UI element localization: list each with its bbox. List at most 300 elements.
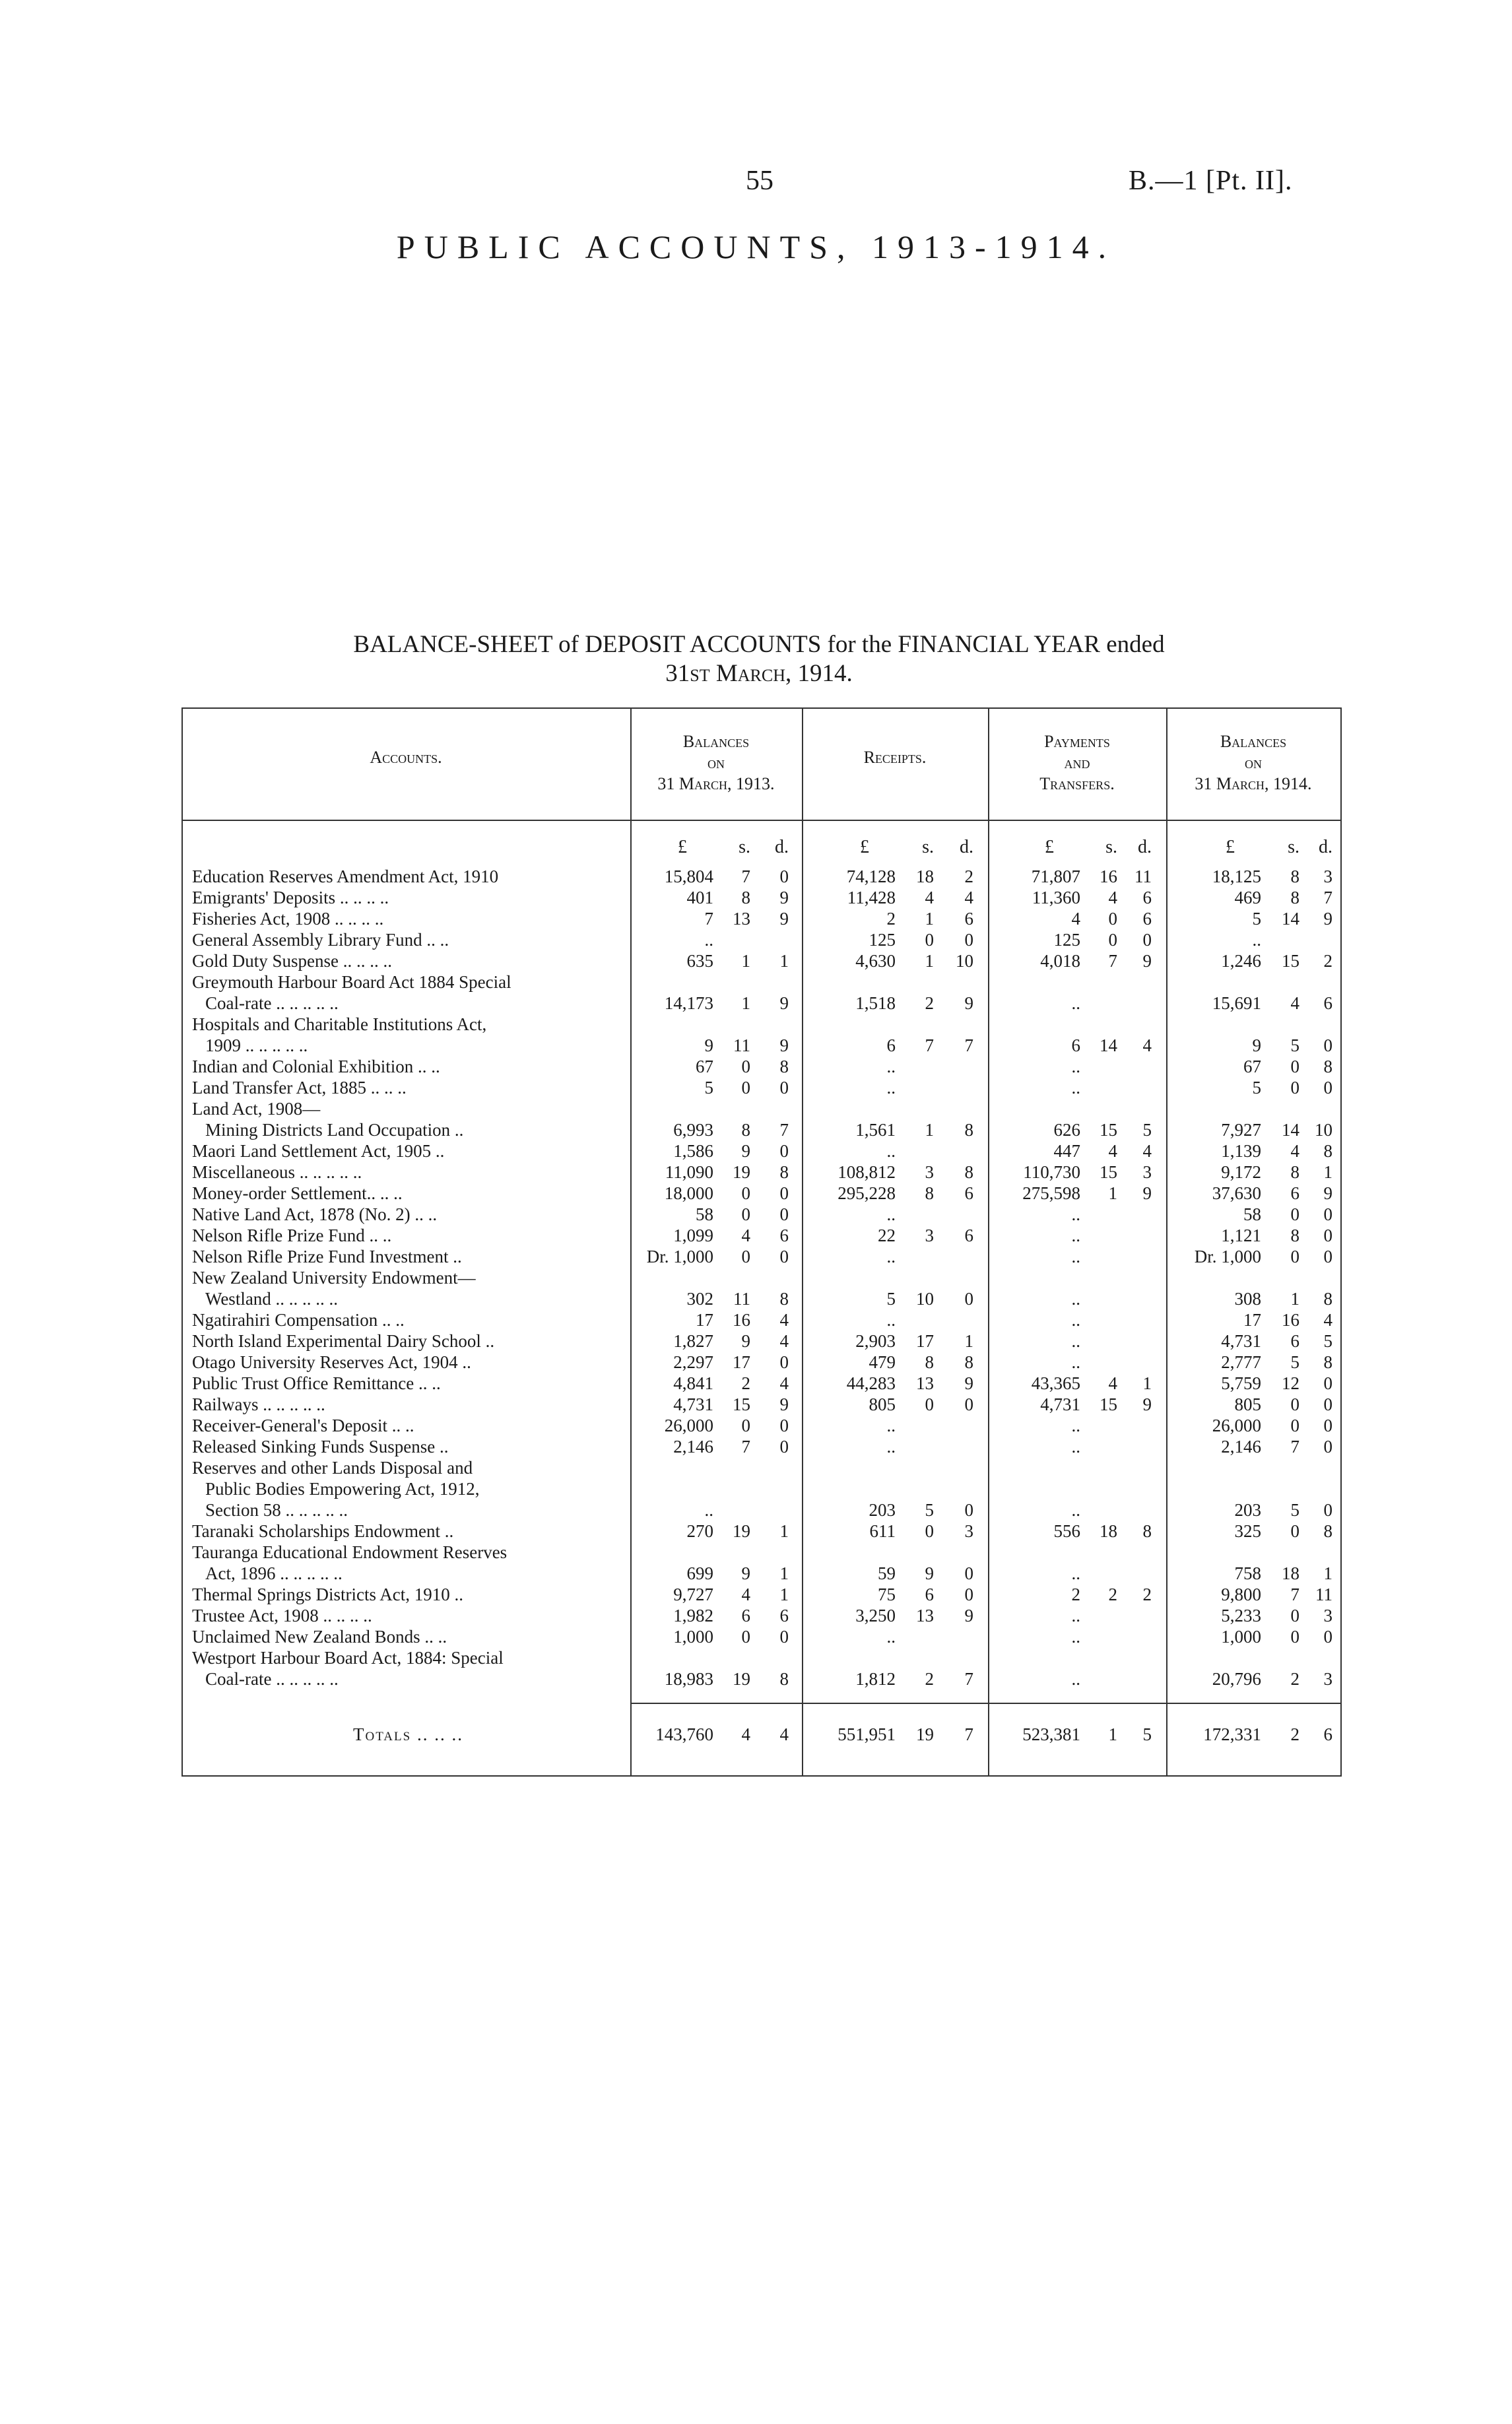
pay-shillings-cell: 7 <box>1108 951 1117 971</box>
close-shillings-cell: 14 <box>1282 1120 1299 1140</box>
open-pence-cell: 0 <box>779 1352 789 1372</box>
page-title: PUBLIC ACCOUNTS, 1913-1914. <box>396 228 1116 265</box>
close-pence-cell: 9 <box>1323 1183 1332 1203</box>
rec-pounds-cell: 551,951 <box>838 1724 896 1744</box>
table-row <box>181 1521 1342 1542</box>
open-pounds-cell: 26,000 <box>664 1416 713 1435</box>
close-pounds-cell: 2,146 <box>1221 1437 1261 1457</box>
pay-pence-cell: 2 <box>1142 1585 1152 1604</box>
table-row <box>181 929 1342 950</box>
close-pounds-cell: 1,121 <box>1221 1226 1261 1245</box>
account-name: Land Act, 1908— <box>192 1099 321 1119</box>
table-rule <box>181 820 1342 821</box>
currency-unit-label: £ <box>860 837 869 857</box>
close-pounds-cell: 67 <box>1243 1057 1261 1076</box>
rec-pounds-cell: 1,561 <box>855 1120 896 1140</box>
rec-pounds-cell: .. <box>886 1416 896 1435</box>
pay-pounds-cell: .. <box>1071 1627 1080 1647</box>
rec-pence-cell: 0 <box>964 1585 973 1604</box>
table-row <box>181 1014 1342 1056</box>
pay-pounds-cell: .. <box>1071 1500 1080 1520</box>
close-shillings-cell: 0 <box>1290 1627 1299 1647</box>
table-row <box>181 1542 1342 1584</box>
rec-shillings-cell: 7 <box>925 1035 934 1055</box>
account-name: Miscellaneous .. .. .. .. .. <box>192 1162 362 1182</box>
open-shillings-cell: 1 <box>741 993 750 1013</box>
pay-shillings-cell: 0 <box>1108 909 1117 929</box>
document-reference: B.—1 [Pt. II]. <box>1129 166 1293 196</box>
open-pence-cell: 6 <box>779 1226 789 1245</box>
rec-pounds-cell: 11,428 <box>847 888 896 907</box>
close-shillings-cell: 0 <box>1290 1057 1299 1076</box>
account-name: Mining Districts Land Occupation .. <box>205 1120 464 1140</box>
open-pounds-cell: 14,173 <box>664 993 713 1013</box>
rec-pence-cell: 6 <box>964 1226 973 1245</box>
rec-pounds-cell: 22 <box>878 1226 896 1245</box>
rec-pence-cell: 0 <box>964 1289 973 1309</box>
open-pence-cell: 8 <box>779 1289 789 1309</box>
account-name: New Zealand University Endowment— <box>192 1268 476 1288</box>
account-name: Nelson Rifle Prize Fund Investment .. <box>192 1247 462 1266</box>
pay-pence-cell: 0 <box>1142 930 1152 950</box>
close-shillings-cell: 0 <box>1290 1204 1299 1224</box>
close-pounds-cell: 5,759 <box>1221 1373 1261 1393</box>
rec-shillings-cell: 0 <box>925 1521 934 1541</box>
rec-pence-cell: 7 <box>964 1035 973 1055</box>
rec-shillings-cell: 6 <box>925 1585 934 1604</box>
rec-pounds-cell: 2,903 <box>855 1331 896 1351</box>
rec-shillings-cell: 2 <box>925 1669 934 1689</box>
currency-unit-label: s. <box>1105 837 1117 857</box>
close-pence-cell: 8 <box>1323 1352 1332 1372</box>
rec-shillings-cell: 10 <box>916 1289 934 1309</box>
close-shillings-cell: 6 <box>1290 1331 1299 1351</box>
rec-pence-cell: 7 <box>964 1669 973 1689</box>
account-name: Native Land Act, 1878 (No. 2) .. .. <box>192 1204 438 1224</box>
pay-pounds-cell: .. <box>1071 1247 1080 1266</box>
account-name: General Assembly Library Fund .. .. <box>192 930 449 950</box>
open-pounds-cell: 699 <box>686 1563 713 1583</box>
pay-pence-cell: 3 <box>1142 1162 1152 1182</box>
header-payments <box>988 731 1166 795</box>
open-pounds-cell: 2,297 <box>673 1352 713 1372</box>
rec-shillings-cell: 8 <box>925 1183 934 1203</box>
open-shillings-cell: 11 <box>733 1289 750 1309</box>
pay-pounds-cell: 523,381 <box>1022 1724 1080 1744</box>
open-pounds-cell: 11,090 <box>665 1162 713 1182</box>
account-name: Coal-rate .. .. .. .. .. <box>205 993 339 1013</box>
table-row <box>181 1647 1342 1689</box>
table-row <box>181 1584 1342 1605</box>
open-pence-cell: 0 <box>779 1141 789 1161</box>
rec-pounds-cell: 479 <box>869 1352 896 1372</box>
close-shillings-cell: 0 <box>1290 1606 1299 1625</box>
currency-unit-label: d. <box>775 837 789 857</box>
rec-pounds-cell: 611 <box>869 1521 896 1541</box>
header-closing-line: on <box>1245 753 1262 772</box>
rec-pounds-cell: .. <box>886 1141 896 1161</box>
open-pounds-cell: 17 <box>696 1310 713 1330</box>
close-pence-cell: 9 <box>1323 909 1332 929</box>
rec-shillings-cell: 9 <box>925 1563 934 1583</box>
close-pence-cell: 0 <box>1323 1247 1332 1266</box>
account-name: Trustee Act, 1908 .. .. .. .. <box>192 1606 372 1625</box>
pay-pounds-cell: .. <box>1071 1289 1080 1309</box>
close-shillings-cell: 8 <box>1290 867 1299 886</box>
open-pence-cell: 9 <box>779 909 789 929</box>
rec-pence-cell: 8 <box>964 1162 973 1182</box>
account-name: Act, 1896 .. .. .. .. .. <box>205 1563 343 1583</box>
rec-pounds-cell: 2 <box>886 909 896 929</box>
pay-pence-cell: 5 <box>1142 1724 1152 1744</box>
pay-pounds-cell: 556 <box>1053 1521 1080 1541</box>
close-shillings-cell: 12 <box>1282 1373 1299 1393</box>
rec-pounds-cell: 5 <box>886 1289 896 1309</box>
pay-pounds-cell: .. <box>1071 1331 1080 1351</box>
pay-pounds-cell: .. <box>1071 1416 1080 1435</box>
rec-pounds-cell: .. <box>886 1057 896 1076</box>
close-pence-cell: 1 <box>1323 1563 1332 1583</box>
close-pence-cell: 7 <box>1323 888 1332 907</box>
open-shillings-cell: 4 <box>741 1724 750 1744</box>
table-row <box>181 887 1342 908</box>
open-pounds-cell: 15,804 <box>664 867 713 886</box>
open-pounds-cell: .. <box>704 1500 713 1520</box>
close-shillings-cell: 6 <box>1290 1183 1299 1203</box>
close-pounds-cell: 5,233 <box>1221 1606 1261 1625</box>
table-row <box>181 1330 1342 1352</box>
account-name: Gold Duty Suspense .. .. .. .. <box>192 951 392 971</box>
account-name: Money-order Settlement.. .. .. <box>192 1183 403 1203</box>
close-shillings-cell: 8 <box>1290 888 1299 907</box>
close-pounds-cell: 20,796 <box>1212 1669 1261 1689</box>
close-pence-cell: 4 <box>1323 1310 1332 1330</box>
rec-pence-cell: 9 <box>964 1373 973 1393</box>
rec-pence-cell: 1 <box>964 1331 973 1351</box>
table-row <box>181 1373 1342 1394</box>
pay-shillings-cell: 4 <box>1108 1141 1117 1161</box>
close-pounds-cell: 9 <box>1252 1035 1261 1055</box>
open-pence-cell: 1 <box>779 1585 789 1604</box>
table-row <box>181 971 1342 1014</box>
open-pence-cell: 0 <box>779 867 789 886</box>
table-row <box>181 1162 1342 1183</box>
rec-pounds-cell: .. <box>886 1078 896 1097</box>
rec-pence-cell: 4 <box>964 888 973 907</box>
close-pence-cell: 0 <box>1323 1078 1332 1097</box>
table-row <box>181 1077 1342 1098</box>
close-shillings-cell: 2 <box>1290 1669 1299 1689</box>
rec-pounds-cell: .. <box>886 1310 896 1330</box>
close-pence-cell: 0 <box>1323 1035 1332 1055</box>
open-shillings-cell: 2 <box>741 1373 750 1393</box>
rec-shillings-cell: 5 <box>925 1500 934 1520</box>
close-shillings-cell: 1 <box>1290 1289 1299 1309</box>
pay-pence-cell: 1 <box>1142 1373 1152 1393</box>
pay-pence-cell: 9 <box>1142 1183 1152 1203</box>
account-name: North Island Experimental Dairy School .. <box>192 1331 495 1351</box>
open-pence-cell: 1 <box>779 951 789 971</box>
open-pounds-cell: 302 <box>686 1289 713 1309</box>
close-shillings-cell: 0 <box>1290 1416 1299 1435</box>
close-pounds-cell: 1,139 <box>1221 1141 1261 1161</box>
rec-pounds-cell: 295,228 <box>838 1183 896 1203</box>
account-name: Unclaimed New Zealand Bonds .. .. <box>192 1627 447 1647</box>
close-pence-cell: 5 <box>1323 1331 1332 1351</box>
close-pence-cell: 11 <box>1315 1585 1332 1604</box>
rec-shillings-cell: 13 <box>916 1606 934 1625</box>
account-name: Public Bodies Empowering Act, 1912, <box>205 1479 480 1499</box>
account-name: Hospitals and Charitable Institutions Act, <box>192 1014 487 1034</box>
rec-shillings-cell: 0 <box>925 930 934 950</box>
rec-pounds-cell: 108,812 <box>838 1162 896 1182</box>
close-pounds-cell: .. <box>1252 930 1261 950</box>
close-pounds-cell: 2,777 <box>1221 1352 1261 1372</box>
close-shillings-cell: 16 <box>1282 1310 1299 1330</box>
account-name: Fisheries Act, 1908 .. .. .. .. <box>192 909 384 929</box>
close-pounds-cell: 17 <box>1243 1310 1261 1330</box>
close-pence-cell: 3 <box>1323 1606 1332 1625</box>
open-pence-cell: 8 <box>779 1669 789 1689</box>
rec-shillings-cell: 8 <box>925 1352 934 1372</box>
currency-unit-label: d. <box>1319 837 1332 857</box>
pay-shillings-cell: 15 <box>1100 1120 1117 1140</box>
close-shillings-cell: 0 <box>1290 1521 1299 1541</box>
rec-pounds-cell: 6 <box>886 1035 896 1055</box>
open-shillings-cell: 4 <box>741 1585 750 1604</box>
close-pounds-cell: 9,800 <box>1221 1585 1261 1604</box>
close-shillings-cell: 0 <box>1290 1078 1299 1097</box>
open-pounds-cell: 67 <box>696 1057 713 1076</box>
header-payments-line: Payments <box>1044 732 1110 751</box>
table-row <box>181 1204 1342 1225</box>
pay-pounds-cell: 2 <box>1071 1585 1080 1604</box>
open-shillings-cell: 1 <box>741 951 750 971</box>
table-row <box>181 1056 1342 1077</box>
close-shillings-cell: 7 <box>1290 1585 1299 1604</box>
pay-pounds-cell: 71,807 <box>1031 867 1080 886</box>
close-shillings-cell: 8 <box>1290 1226 1299 1245</box>
close-pence-cell: 8 <box>1323 1289 1332 1309</box>
pay-pence-cell: 4 <box>1142 1035 1152 1055</box>
close-shillings-cell: 5 <box>1290 1035 1299 1055</box>
rec-shillings-cell: 1 <box>925 909 934 929</box>
close-pounds-cell: 172,331 <box>1203 1724 1261 1744</box>
rec-pounds-cell: 59 <box>878 1563 896 1583</box>
pay-pounds-cell: .. <box>1071 1563 1080 1583</box>
close-pounds-cell: 203 <box>1234 1500 1261 1520</box>
rec-pounds-cell: .. <box>886 1437 896 1457</box>
table-rule <box>181 707 1342 709</box>
currency-unit-label: s. <box>922 837 934 857</box>
totals-row <box>181 1724 1342 1745</box>
open-shillings-cell: 0 <box>741 1247 750 1266</box>
open-shillings-cell: 8 <box>741 888 750 907</box>
header-payments-line: Transfers. <box>1039 774 1115 793</box>
table-row <box>181 1309 1342 1330</box>
open-pence-cell: 7 <box>779 1120 789 1140</box>
currency-unit-label: £ <box>678 837 687 857</box>
open-pounds-cell: Dr. 1,000 <box>646 1247 713 1266</box>
table-row <box>181 1626 1342 1647</box>
account-name: Greymouth Harbour Board Act 1884 Special <box>192 972 511 992</box>
open-shillings-cell: 0 <box>741 1057 750 1076</box>
close-shillings-cell: 18 <box>1282 1563 1299 1583</box>
table-row <box>181 1140 1342 1162</box>
close-shillings-cell: 0 <box>1290 1247 1299 1266</box>
rec-shillings-cell: 3 <box>925 1162 934 1182</box>
pay-shillings-cell: 16 <box>1100 867 1117 886</box>
pay-pounds-cell: 4 <box>1071 909 1080 929</box>
account-name: Public Trust Office Remittance .. .. <box>192 1373 441 1393</box>
close-pence-cell: 0 <box>1323 1394 1332 1414</box>
balance-sheet-title <box>224 630 1294 688</box>
close-shillings-cell: 4 <box>1290 1141 1299 1161</box>
open-shillings-cell: 7 <box>741 867 750 886</box>
rec-shillings-cell: 0 <box>925 1394 934 1414</box>
table-row <box>181 908 1342 929</box>
account-name: Released Sinking Funds Suspense .. <box>192 1437 449 1457</box>
table-row <box>181 1605 1342 1626</box>
rec-pounds-cell: 4,630 <box>855 951 896 971</box>
open-pounds-cell: 4,731 <box>673 1394 713 1414</box>
header-closing-line: 31 March, 1914. <box>1195 774 1312 793</box>
close-shillings-cell: 0 <box>1290 1394 1299 1414</box>
rec-shillings-cell: 17 <box>916 1331 934 1351</box>
rec-pounds-cell: 75 <box>878 1585 896 1604</box>
pay-shillings-cell: 1 <box>1108 1183 1117 1203</box>
table-row <box>181 1352 1342 1373</box>
pay-pence-cell: 4 <box>1142 1141 1152 1161</box>
table-rule <box>630 1703 1342 1704</box>
open-shillings-cell: 4 <box>741 1226 750 1245</box>
close-shillings-cell: 2 <box>1290 1724 1299 1744</box>
open-shillings-cell: 7 <box>741 1437 750 1457</box>
close-pounds-cell: 7,927 <box>1221 1120 1261 1140</box>
open-pence-cell: 4 <box>779 1331 789 1351</box>
currency-unit-label: £ <box>1045 837 1054 857</box>
pay-shillings-cell: 18 <box>1100 1521 1117 1541</box>
pay-pounds-cell: 125 <box>1053 930 1080 950</box>
close-pounds-cell: 5 <box>1252 909 1261 929</box>
open-shillings-cell: 8 <box>741 1120 750 1140</box>
close-pounds-cell: 4,731 <box>1221 1331 1261 1351</box>
header-payments-line: and <box>1064 753 1090 772</box>
rec-shillings-cell: 4 <box>925 888 934 907</box>
pay-shillings-cell: 15 <box>1100 1394 1117 1414</box>
pay-pounds-cell: .. <box>1071 1057 1080 1076</box>
close-pounds-cell: 18,125 <box>1212 867 1261 886</box>
balance-sheet-title-line2: 31st March, 1914. <box>665 660 853 687</box>
open-shillings-cell: 0 <box>741 1078 750 1097</box>
open-pence-cell: 0 <box>779 1247 789 1266</box>
open-pounds-cell: 1,982 <box>673 1606 713 1625</box>
header-opening-line: 31 March, 1913. <box>657 774 775 793</box>
close-pounds-cell: 5 <box>1252 1078 1261 1097</box>
close-pence-cell: 3 <box>1323 1669 1332 1689</box>
header-closing-line: Balances <box>1220 732 1287 751</box>
rec-pounds-cell: 44,283 <box>846 1373 896 1393</box>
open-shillings-cell: 17 <box>733 1352 750 1372</box>
rec-pounds-cell: 1,812 <box>855 1669 896 1689</box>
rec-pounds-cell: .. <box>886 1247 896 1266</box>
account-name: Ngatirahiri Compensation .. .. <box>192 1310 405 1330</box>
pay-pounds-cell: 6 <box>1071 1035 1080 1055</box>
account-name: 1909 .. .. .. .. .. <box>205 1035 308 1055</box>
close-shillings-cell: 15 <box>1282 951 1299 971</box>
close-pence-cell: 8 <box>1323 1057 1332 1076</box>
open-pounds-cell: 9 <box>704 1035 713 1055</box>
open-pence-cell: 0 <box>779 1416 789 1435</box>
account-name: Westland .. .. .. .. .. <box>205 1289 339 1309</box>
open-pence-cell: 9 <box>779 1394 789 1414</box>
open-shillings-cell: 0 <box>741 1183 750 1203</box>
pay-shillings-cell: 4 <box>1108 1373 1117 1393</box>
close-pence-cell: 1 <box>1323 1162 1332 1182</box>
deposit-accounts-table <box>181 707 1342 1777</box>
balance-sheet-title-line1: BALANCE-SHEET of DEPOSIT ACCOUNTS for the FINANCIAL YEAR ended <box>353 631 1165 658</box>
open-pounds-cell: 5 <box>704 1078 713 1097</box>
account-name: Receiver-General's Deposit .. .. <box>192 1416 414 1435</box>
rec-pounds-cell: 805 <box>869 1394 896 1414</box>
open-pence-cell: 1 <box>779 1563 789 1583</box>
close-pence-cell: 0 <box>1323 1204 1332 1224</box>
open-pounds-cell: 270 <box>686 1521 713 1541</box>
table-row <box>181 950 1342 971</box>
open-pence-cell: 0 <box>779 1078 789 1097</box>
close-pounds-cell: 325 <box>1234 1521 1261 1541</box>
open-shillings-cell: 0 <box>741 1204 750 1224</box>
open-pence-cell: 9 <box>779 993 789 1013</box>
pay-pounds-cell: 275,598 <box>1022 1183 1080 1203</box>
close-pounds-cell: 308 <box>1234 1289 1261 1309</box>
open-shillings-cell: 9 <box>741 1331 750 1351</box>
open-pounds-cell: 2,146 <box>673 1437 713 1457</box>
pay-shillings-cell: 0 <box>1108 930 1117 950</box>
rec-pence-cell: 8 <box>964 1120 973 1140</box>
account-name: Westport Harbour Board Act, 1884: Special <box>192 1648 504 1668</box>
rec-pence-cell: 9 <box>964 1606 973 1625</box>
close-pence-cell: 0 <box>1323 1437 1332 1457</box>
close-pence-cell: 8 <box>1323 1521 1332 1541</box>
table-row <box>181 1415 1342 1436</box>
open-pounds-cell: 401 <box>686 888 713 907</box>
open-pence-cell: 9 <box>779 1035 789 1055</box>
rec-pence-cell: 7 <box>964 1724 973 1744</box>
currency-unit-label: d. <box>960 837 973 857</box>
table-row <box>181 1098 1342 1140</box>
header-receipts: Receipts. <box>863 748 927 767</box>
rec-pence-cell: 0 <box>964 930 973 950</box>
open-pounds-cell: 1,099 <box>673 1226 713 1245</box>
account-name: Reserves and other Lands Disposal and <box>192 1458 473 1478</box>
account-name: Coal-rate .. .. .. .. .. <box>205 1669 339 1689</box>
open-pounds-cell: 6,993 <box>673 1120 713 1140</box>
table-row <box>181 1436 1342 1457</box>
totals-label: Totals .. .. .. <box>353 1724 463 1744</box>
close-pence-cell: 2 <box>1323 951 1332 971</box>
pay-shillings-cell: 14 <box>1100 1035 1117 1055</box>
open-pence-cell: 0 <box>779 1204 789 1224</box>
pay-shillings-cell: 4 <box>1108 888 1117 907</box>
pay-pounds-cell: .. <box>1071 1437 1080 1457</box>
pay-pounds-cell: .. <box>1071 1226 1080 1245</box>
pay-pounds-cell: .. <box>1071 1078 1080 1097</box>
open-pounds-cell: 1,827 <box>673 1331 713 1351</box>
open-shillings-cell: 11 <box>733 1035 750 1055</box>
rec-pence-cell: 0 <box>964 1500 973 1520</box>
rec-pence-cell: 2 <box>964 867 973 886</box>
